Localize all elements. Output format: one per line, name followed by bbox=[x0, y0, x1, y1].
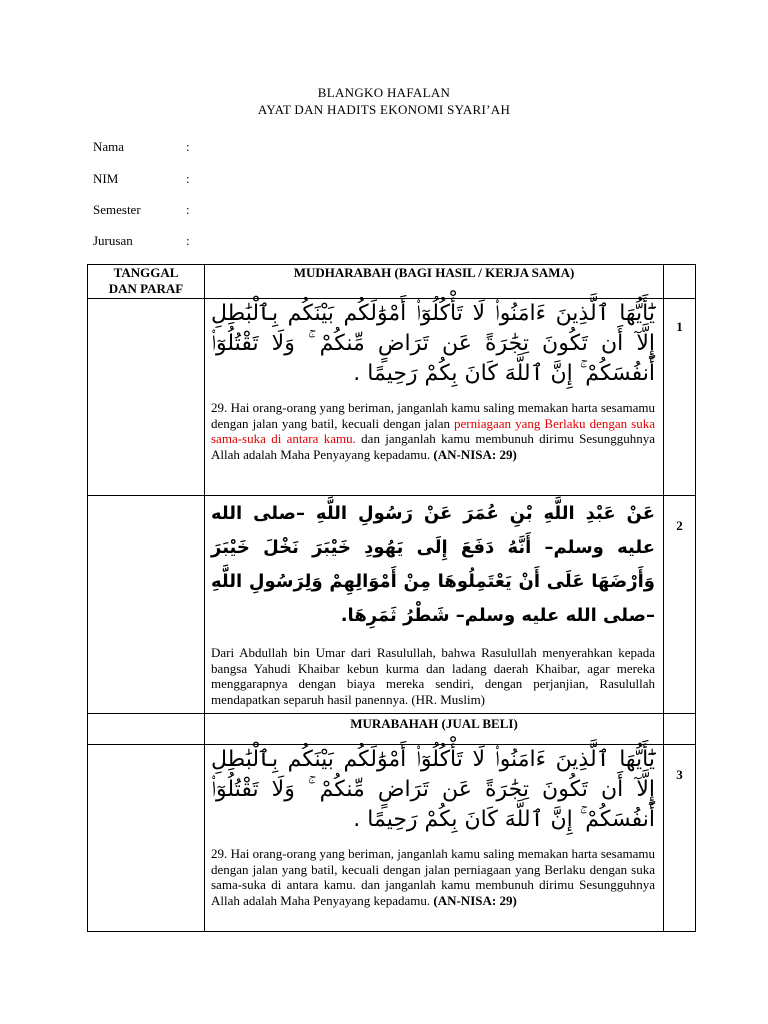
empty-cell bbox=[664, 714, 696, 745]
arabic-verse: يَٰٓأَيُّهَا ٱلَّذِينَ ءَامَنُوا۟ لَا تَأْكُلُوٓا۟ أَمْوَٰلَكُم بَيْنَكُم بِٱلْبَٰطِلِ إِلَّآ أَن تَكُونَ تِجَٰرَةً عَن تَرَاضٍ مِّنكُمْ ۚ وَلَا تَقْتُلُوٓا۟ أَنفُسَكُمْ ۚ إِنَّ ٱللَّهَ كَانَ بِكُمْ رَحِيمًا ‎. bbox=[211, 301, 655, 386]
field-label: Jurusan bbox=[93, 233, 133, 248]
content-cell bbox=[205, 299, 664, 496]
translation-text: dan janganlah kamu membunuh dirimu Sesungguhnya Allah adalah Maha Penyayang kepadamu. bbox=[211, 431, 655, 462]
field-label: NIM bbox=[93, 171, 119, 186]
hafalan-table bbox=[87, 264, 696, 932]
verse-source: (AN-NISA: 29) bbox=[433, 892, 517, 908]
paraf-cell bbox=[88, 299, 205, 496]
tanggal-paraf-header bbox=[88, 265, 205, 299]
document-header bbox=[0, 84, 768, 118]
field-colon: : bbox=[186, 139, 190, 154]
translation-text: 29. Hai orang-orang yang beriman, janganlah kamu saling memakan harta sesamamu dengan jalan yang batil, kecuali dengan jalan bbox=[211, 400, 655, 431]
field-jurusan bbox=[93, 233, 190, 249]
paraf-cell bbox=[88, 745, 205, 932]
section-title-murabahah: MURABAHAH (JUAL BELI) bbox=[205, 714, 664, 745]
section-header-row bbox=[88, 714, 696, 745]
translation-highlight: perniagaan yang Berlaku dengan suka sama-suka di antara kamu. bbox=[211, 415, 655, 446]
translation: Dari Abdullah bin Umar dari Rasulullah, bahwa Rasulullah menyerahkan kepada bangsa Yahudi Khaibar kebun kurma dan ladang daerah Khaibar, agar mereka menggarapnya dengan biaya mereka sendiri, dengan perjanjian, Rasulullah mendapatkan separuh hasil panennya. (HR. Muslim) bbox=[211, 645, 655, 707]
field-nama bbox=[93, 139, 190, 155]
table-row bbox=[88, 299, 696, 496]
table-row bbox=[88, 745, 696, 932]
field-label: Semester bbox=[93, 202, 141, 217]
header-line: TANGGAL bbox=[113, 265, 179, 280]
field-nim bbox=[93, 171, 190, 187]
table-row bbox=[88, 496, 696, 714]
translation-text: 29. Hai orang-orang yang beriman, janganlah kamu saling memakan harta sesamamu dengan jalan yang batil, kecuali dengan jalan perniagaan yang Berlaku dengan suka sama-suka di antara kamu. dan janganlah kamu membunuh dirimu Sesungguhnya Allah adalah Maha Penyayang kepadamu. bbox=[211, 846, 655, 908]
document-title: BLANGKO HAFALAN bbox=[317, 85, 451, 100]
content-cell bbox=[205, 496, 664, 714]
empty-cell bbox=[88, 714, 205, 745]
field-colon: : bbox=[186, 171, 190, 186]
field-colon: : bbox=[186, 233, 190, 248]
arabic-hadith: عَنْ عَبْدِ اللَّهِ بْنِ عُمَرَ عَنْ رَسُولِ اللَّهِ –صلى الله عليه وسلم– أَنَّهُ دَفَعَ إِلَى يَهُودِ خَيْبَرَ نَخْلَ خَيْبَرَ وَأَرْضَهَا عَلَى أَنْ يَعْتَمِلُوهَا مِنْ أَمْوَالِهِمْ وَلِرَسُولِ اللَّهِ –صلى الله عليه وسلم– شَطْرُ ثَمَرِهَا. bbox=[211, 503, 655, 626]
table-header-row bbox=[88, 265, 696, 299]
header-line: DAN PARAF bbox=[108, 281, 184, 296]
section-title-mudharabah bbox=[205, 265, 664, 299]
translation bbox=[205, 835, 663, 908]
field-colon: : bbox=[186, 202, 190, 217]
field-semester bbox=[93, 202, 190, 218]
arabic-verse: يَٰٓأَيُّهَا ٱلَّذِينَ ءَامَنُوا۟ لَا تَأْكُلُوٓا۟ أَمْوَٰلَكُم بَيْنَكُم بِٱلْبَٰطِلِ إِلَّآ أَن تَكُونَ تِجَٰرَةً عَن تَرَاضٍ مِّنكُمْ ۚ وَلَا تَقْتُلُوٓا۟ أَنفُسَكُمْ ۚ إِنَّ ٱللَّهَ كَانَ بِكُمْ رَحِيمًا ‎. bbox=[211, 747, 655, 832]
content-cell bbox=[205, 745, 664, 932]
empty-cell bbox=[664, 265, 696, 299]
paraf-cell bbox=[88, 496, 205, 714]
translation bbox=[205, 389, 663, 462]
field-label: Nama bbox=[93, 139, 125, 154]
verse-source: (AN-NISA: 29) bbox=[433, 446, 517, 462]
section-title-text: MUDHARABAH (BAGI HASIL / KERJA SAMA) bbox=[293, 265, 575, 280]
row-number: 3 bbox=[664, 745, 696, 932]
row-number: 2 bbox=[664, 496, 696, 714]
document-subtitle: AYAT DAN HADITS EKONOMI SYARI’AH bbox=[257, 102, 511, 117]
row-number: 1 bbox=[664, 299, 696, 496]
